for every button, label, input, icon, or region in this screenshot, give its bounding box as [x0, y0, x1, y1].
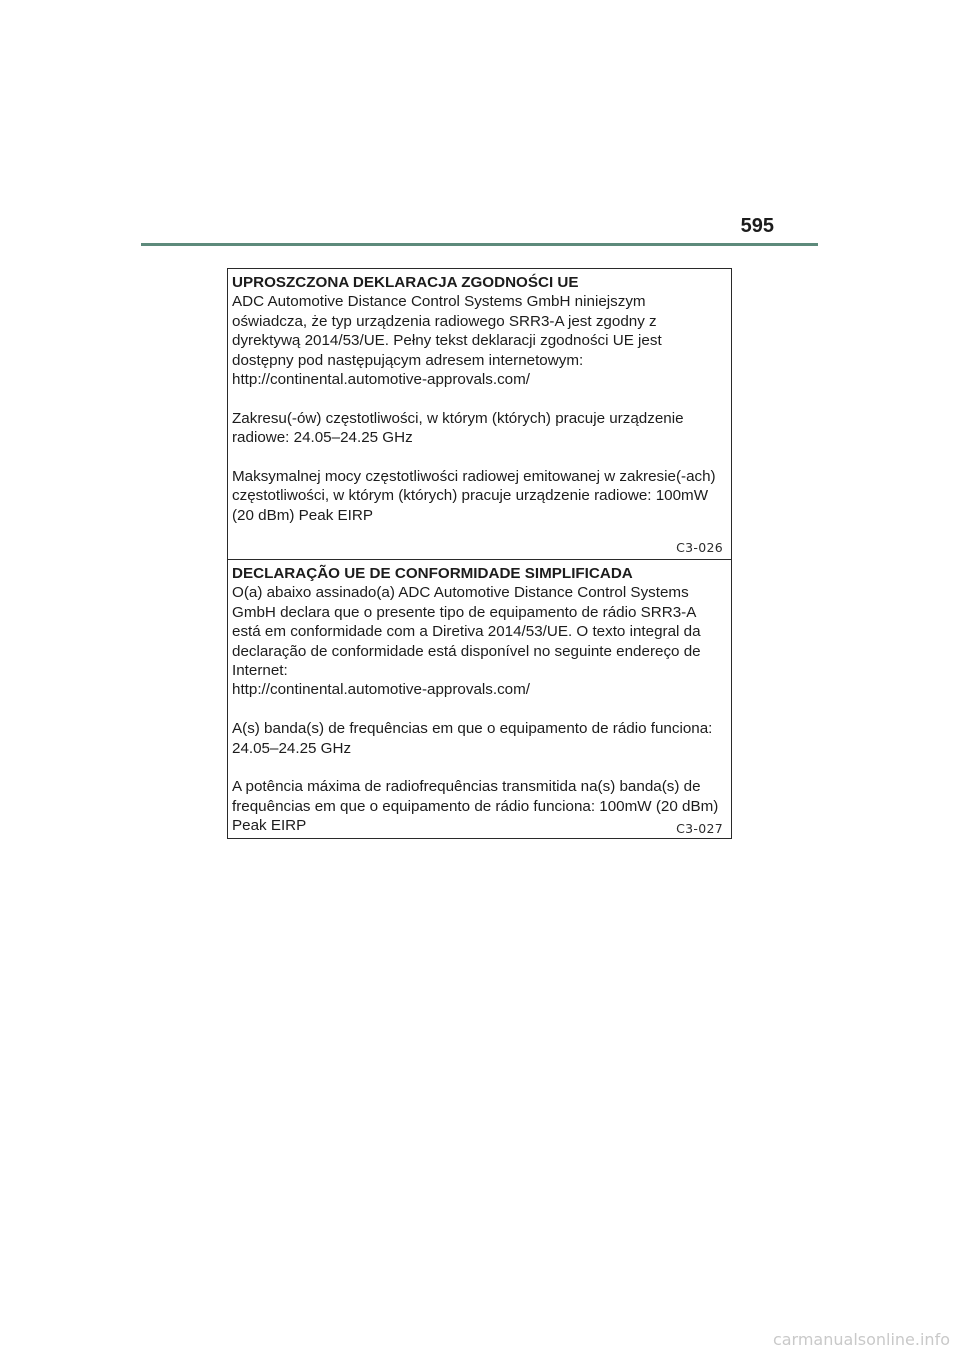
text-line: radiowe: 24.05–24.25 GHz	[232, 429, 413, 447]
text-line: GmbH declara que o presente tipo de equipamento de rádio SRR3-A	[232, 603, 697, 621]
text-line: declaração de conformidade está disponível no seguinte endereço de	[232, 642, 701, 660]
declaration-section-portuguese	[228, 559, 731, 838]
text-line: Internet:	[232, 662, 288, 680]
text-line: częstotliwości, w którym (których) pracuje urządzenie radiowe: 100mW	[232, 487, 709, 505]
paragraph-gap	[232, 448, 725, 467]
text-line: 24.05–24.25 GHz	[232, 739, 352, 757]
figure-code: C3-026	[676, 540, 723, 555]
text-line: O(a) abaixo assinado(a) ADC Automotive Distance Control Systems	[232, 584, 689, 602]
header-rule	[141, 243, 818, 246]
text-line: frequências em que o equipamento de rádio funciona: 100mW (20 dBm)	[232, 797, 719, 815]
text-line: Zakresu(-ów) częstotliwości, w którym (których) pracuje urządzenie	[232, 409, 684, 427]
declaration-section-polish	[228, 269, 731, 559]
text-line: está em conformidade com a Diretiva 2014/53/UE. O texto integral da	[232, 623, 701, 641]
paragraph-gap	[232, 758, 725, 777]
paragraph-gap	[232, 389, 725, 408]
text-line: Peak EIRP	[232, 817, 307, 835]
text-line: (20 dBm) Peak EIRP	[232, 506, 373, 524]
text-line: ADC Automotive Distance Control Systems GmbH niniejszym	[232, 293, 646, 311]
url-line: http://continental.automotive-approvals.com/	[232, 371, 531, 389]
page-number: 595	[740, 215, 774, 237]
watermark: carmanualsonline.info	[772, 1330, 950, 1349]
text-line: A potência máxima de radiofrequências transmitida na(s) banda(s) de	[232, 778, 701, 796]
url-line: http://continental.automotive-approvals.com/	[232, 681, 531, 699]
text-line: A(s) banda(s) de frequências em que o equipamento de rádio funciona:	[232, 720, 713, 738]
declaration-box	[227, 268, 732, 839]
text-line: dostępny pod następującym adresem internetowym:	[232, 351, 584, 369]
paragraph-gap	[232, 700, 725, 719]
section-title: DECLARAÇÃO UE DE CONFORMIDADE SIMPLIFICADA	[232, 565, 633, 582]
text-line: oświadcza, że typ urządzenia radiowego SRR3-A jest zgodny z	[232, 312, 657, 330]
figure-code: C3-027	[676, 821, 723, 836]
text-line: dyrektywą 2014/53/UE. Pełny tekst deklaracji zgodności UE jest	[232, 332, 662, 350]
section-title: UPROSZCZONA DEKLARACJA ZGODNOŚCI UE	[232, 274, 579, 291]
text-line: Maksymalnej mocy częstotliwości radiowej emitowanej w zakresie(-ach)	[232, 468, 716, 486]
